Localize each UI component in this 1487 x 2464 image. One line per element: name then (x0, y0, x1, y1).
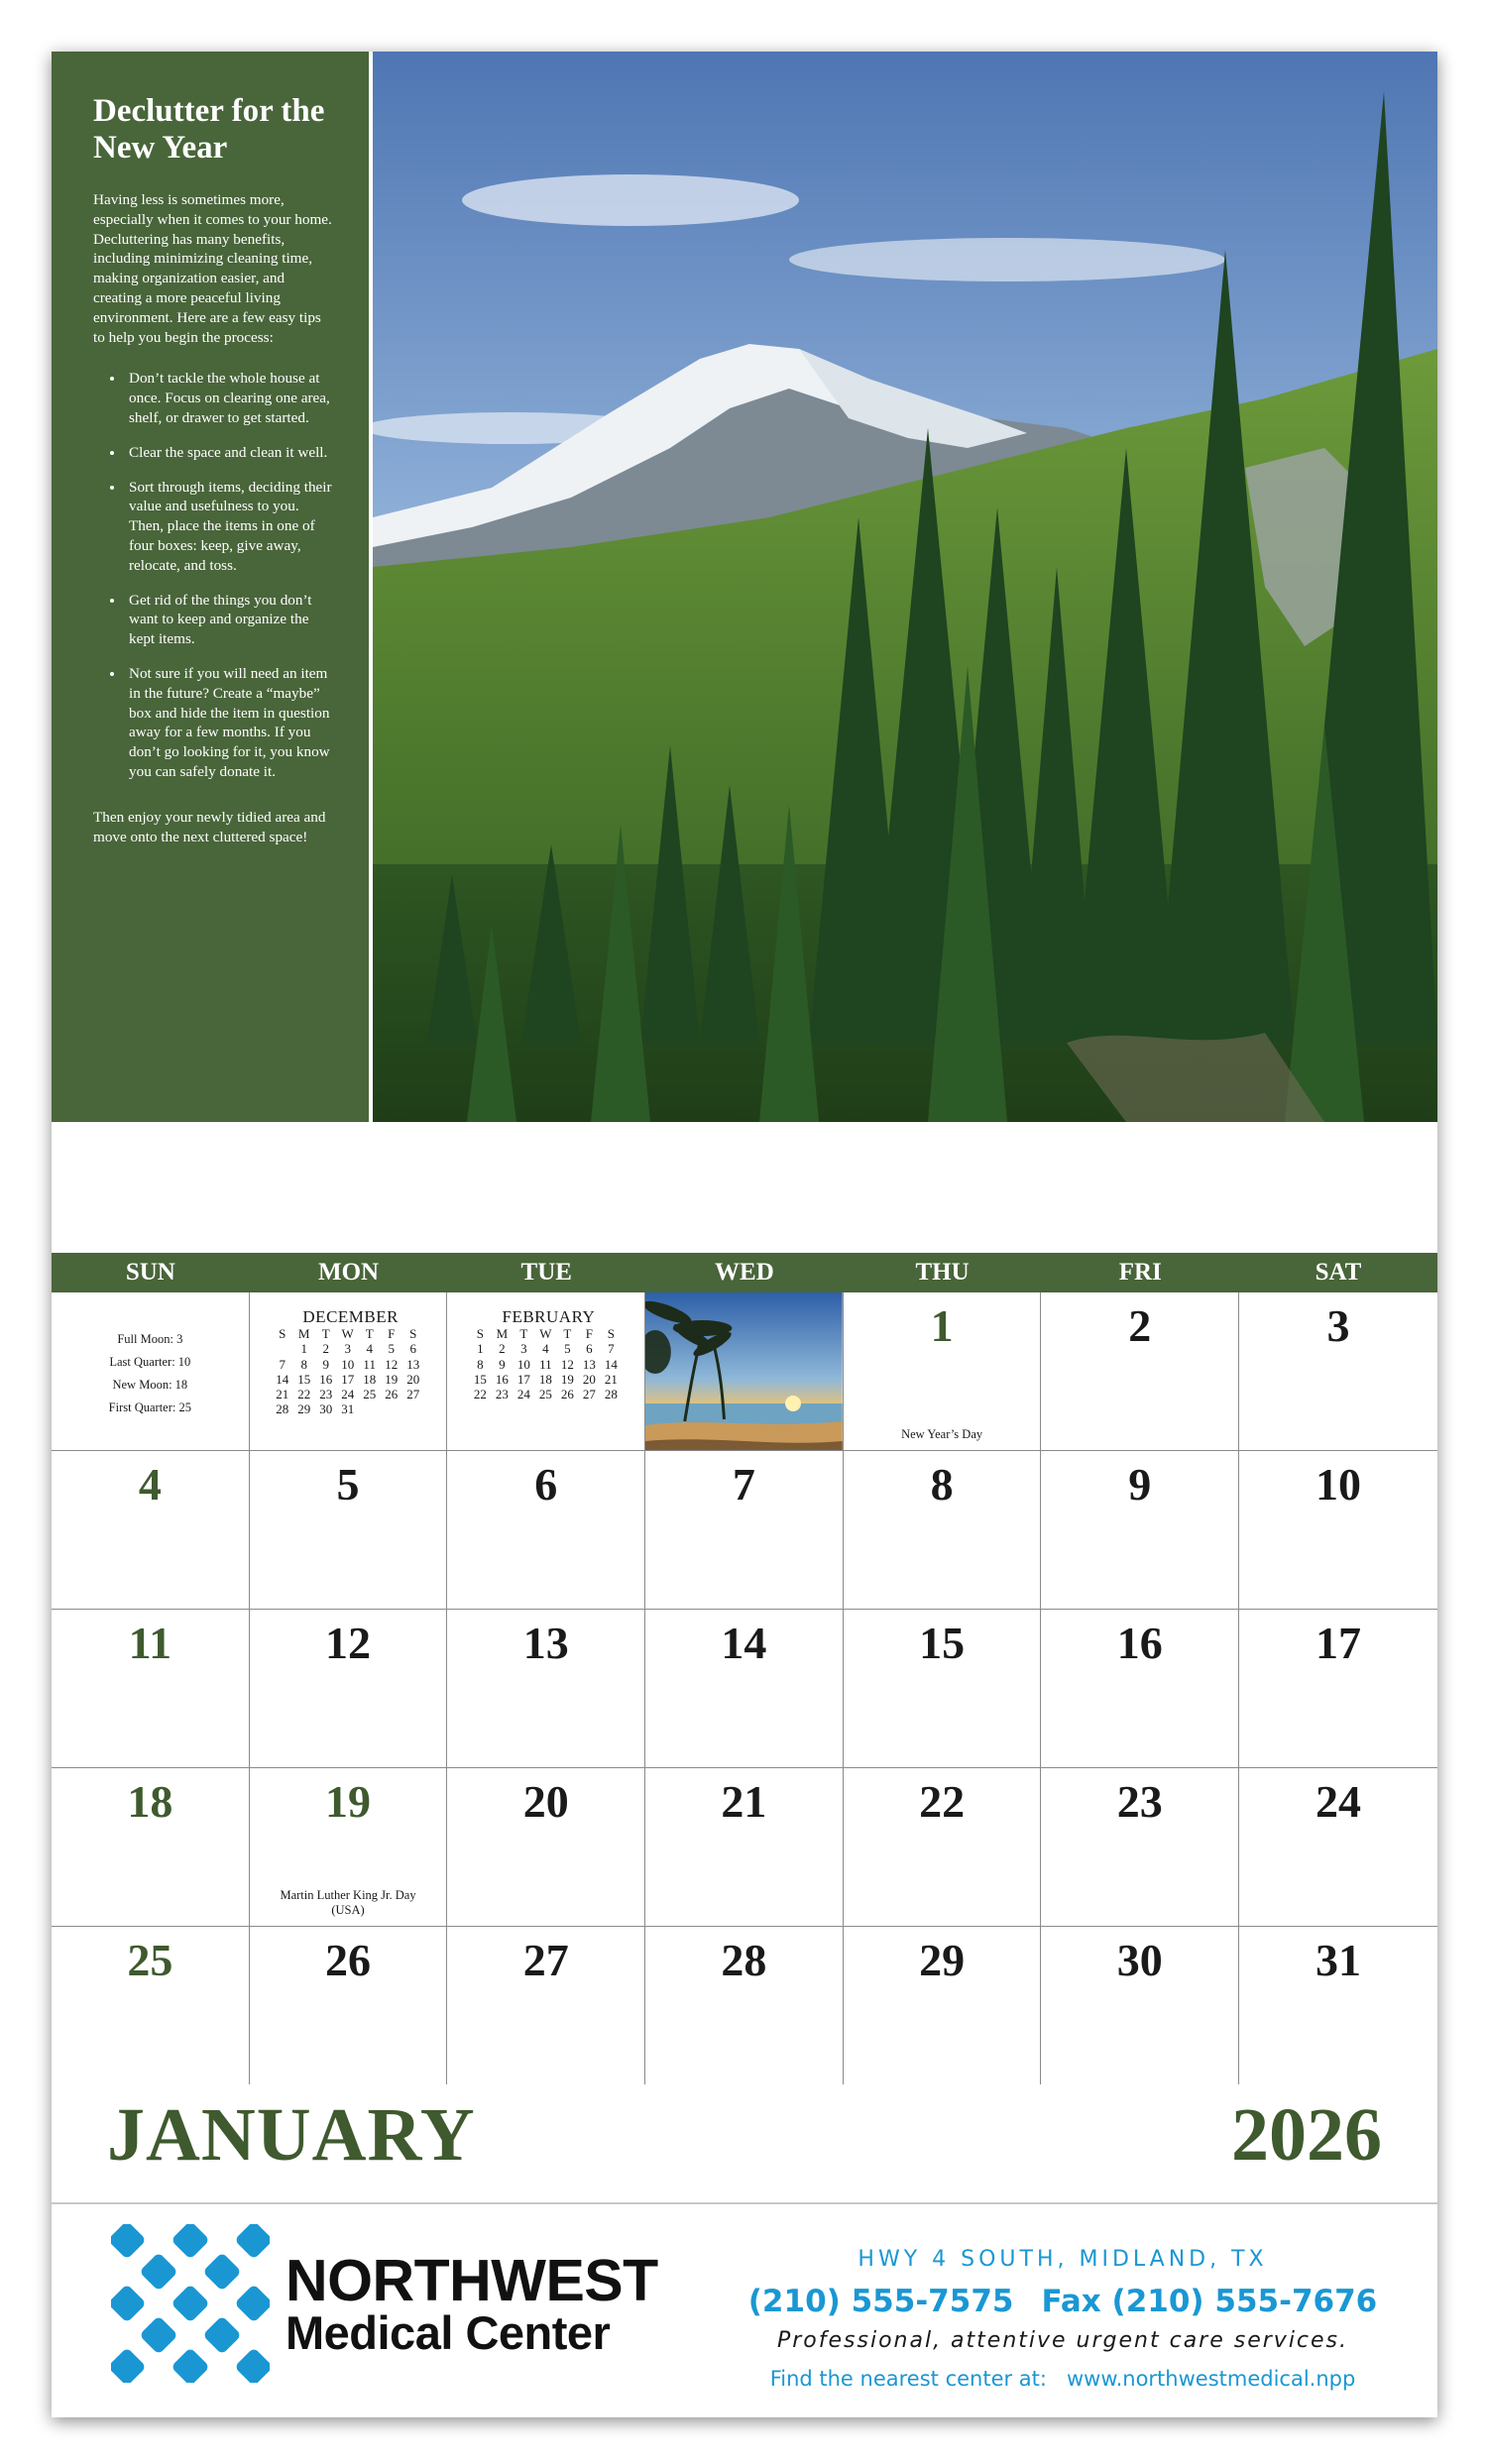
footer-divider (52, 2202, 1437, 2204)
mini-weekday-letter: F (388, 1326, 396, 1341)
day-cell[interactable] (250, 1927, 448, 2084)
mini-weekday-letter: M (496, 1326, 509, 1341)
mini-day: 28 (604, 1387, 618, 1402)
day-cell[interactable] (1239, 1768, 1437, 1926)
day-number: 30 (1116, 1935, 1163, 1985)
tip-item: • Get rid of the things you don’t want to keep and organize the kept items. (125, 591, 333, 649)
mini-day: 30 (319, 1401, 333, 1417)
day-cell[interactable] (447, 1768, 645, 1926)
day-number: 17 (1315, 1618, 1361, 1668)
mini-calendar-grid (272, 1326, 430, 1417)
day-cell[interactable] (250, 1451, 448, 1609)
phone-number: (210) 555-7575 (747, 2284, 1014, 2319)
mini-day: 31 (341, 1401, 355, 1417)
mini-day: 14 (604, 1356, 618, 1372)
mini-day: 13 (582, 1356, 596, 1372)
month-name: JANUARY (107, 2093, 476, 2177)
mini-day: 21 (604, 1371, 618, 1387)
mini-day (402, 1401, 424, 1416)
day-cell[interactable] (250, 1610, 448, 1767)
day-number: 19 (325, 1776, 372, 1827)
day-cell[interactable] (645, 1610, 844, 1767)
mini-day: 12 (560, 1356, 574, 1372)
mini-day: 2 (322, 1341, 329, 1357)
mini-day: 4 (542, 1341, 549, 1357)
mini-day: 15 (297, 1371, 311, 1387)
day-number: 18 (127, 1776, 173, 1827)
week-row (52, 1768, 1437, 1927)
day-number: 2 (1128, 1300, 1152, 1351)
day-number: 28 (721, 1935, 767, 1985)
mini-day: 11 (539, 1356, 552, 1372)
mini-day: 7 (608, 1341, 615, 1357)
weekday-label: SUN (125, 1259, 175, 1286)
mini-weekday-letter: W (341, 1326, 354, 1341)
fax-number: Fax (210) 555-7676 (1041, 2284, 1378, 2319)
moon-phase: First Quarter: 25 (108, 1400, 191, 1414)
day-cell[interactable] (250, 1768, 448, 1926)
mini-weekday-letter: S (476, 1326, 484, 1341)
tips-list (93, 369, 333, 781)
mini-weekday-letter: S (279, 1326, 286, 1341)
calendar-page (52, 52, 1437, 2417)
article-sidebar (52, 52, 369, 1122)
day-number: 11 (128, 1618, 172, 1668)
tip-item: • Don’t tackle the whole house at once. Focus on clearing one area, shelf, or drawer to get started. (125, 369, 333, 427)
day-number: 16 (1116, 1618, 1163, 1668)
mini-day: 18 (363, 1371, 377, 1387)
day-cell[interactable] (844, 1927, 1042, 2084)
day-number: 5 (336, 1459, 360, 1510)
day-number: 7 (732, 1459, 755, 1510)
mini-day: 12 (385, 1356, 399, 1372)
mini-day: 8 (477, 1356, 484, 1372)
week-row (52, 1451, 1437, 1610)
mini-day: 3 (520, 1341, 527, 1357)
mini-day: 5 (388, 1341, 395, 1357)
mini-calendar-february (469, 1308, 628, 1401)
mini-day: 8 (300, 1356, 307, 1372)
day-cell[interactable] (844, 1451, 1042, 1609)
day-number: 27 (522, 1935, 569, 1985)
day-cell[interactable] (447, 1610, 645, 1767)
weekday-label: FRI (1118, 1259, 1162, 1286)
mini-day: 10 (516, 1356, 530, 1372)
moon-phase: Full Moon: 3 (117, 1332, 183, 1346)
day-number: 9 (1128, 1459, 1152, 1510)
mini-weekday-letter: T (365, 1326, 374, 1341)
day-cell[interactable] (1239, 1451, 1437, 1609)
mini-day: 26 (560, 1387, 574, 1402)
mini-weekday-letter: W (539, 1326, 552, 1341)
mini-day: 4 (366, 1341, 373, 1357)
holiday-label: New Year’s Day (901, 1427, 983, 1441)
weekday-label: THU (915, 1259, 970, 1286)
mini-day: 9 (499, 1356, 506, 1372)
day-number: 23 (1116, 1776, 1163, 1827)
weekday-label: SAT (1315, 1259, 1362, 1286)
mini-day: 23 (319, 1387, 333, 1402)
day-cell[interactable] (52, 1610, 250, 1767)
day-number: 31 (1315, 1935, 1361, 1985)
mini-day: 6 (409, 1341, 416, 1357)
day-number: 13 (522, 1618, 569, 1668)
article-title: Declutter for the New Year (93, 93, 325, 166)
mini-calendar-title: DECEMBER (302, 1307, 399, 1326)
day-cell[interactable] (52, 1927, 250, 2084)
day-cell[interactable] (844, 1768, 1042, 1926)
day-cell[interactable] (645, 1451, 844, 1609)
mini-day: 20 (582, 1371, 596, 1387)
blue-diamond-x-logo-icon (111, 2224, 270, 2383)
moon-phase: Last Quarter: 10 (109, 1355, 191, 1369)
mini-day: 6 (586, 1341, 593, 1357)
day-cell[interactable] (1041, 1451, 1239, 1609)
mini-calendar-grid (469, 1326, 628, 1401)
day-cell[interactable] (645, 1768, 844, 1926)
mini-day: 9 (322, 1356, 329, 1372)
day-number: 6 (534, 1459, 558, 1510)
mini-calendar-title: FEBRUARY (502, 1307, 596, 1326)
mini-day (359, 1401, 381, 1416)
website-line (736, 2365, 1390, 2393)
day-number: 10 (1315, 1459, 1361, 1510)
week-row (52, 1292, 1437, 1451)
mini-day: 25 (538, 1387, 552, 1402)
mini-day: 17 (516, 1371, 530, 1387)
year-label: 2026 (1231, 2093, 1382, 2177)
day-cell[interactable] (52, 1451, 250, 1609)
day-number: 3 (1326, 1300, 1350, 1351)
day-number: 15 (919, 1618, 966, 1668)
day-number: 12 (325, 1618, 372, 1668)
mini-calendar-next-cell (447, 1292, 645, 1450)
article-intro: Having less is sometimes more, especially when it comes to your home. Decluttering has many benefits, including minimizing cleaning time, making organization easier, and creating a more peaceful living environment. Here are a few easy tips to help you begin the process: (93, 191, 332, 346)
day-number: 14 (721, 1618, 767, 1668)
day-cell[interactable] (1239, 1610, 1437, 1767)
day-cell[interactable] (1239, 1292, 1437, 1450)
article-outro: Then enjoy your newly tidied area and move onto the next cluttered space! (93, 808, 326, 845)
day-cell[interactable] (844, 1292, 1042, 1450)
day-cell[interactable] (447, 1451, 645, 1609)
day-cell[interactable] (844, 1610, 1042, 1767)
mini-day: 14 (276, 1371, 289, 1387)
mini-day: 15 (473, 1371, 487, 1387)
brand-name-line2: Medical Center (286, 2306, 611, 2359)
mini-day: 1 (300, 1341, 307, 1357)
mini-day: 3 (344, 1341, 351, 1357)
calendar-grid (52, 1253, 1437, 2084)
day-number: 26 (325, 1935, 372, 1985)
tip-item: • Not sure if you will need an item in the future? Create a “maybe” box and hide the item in question away for a few months. If you don’t go looking for it, you know you can safely donate it. (125, 664, 333, 782)
mini-day: 24 (341, 1387, 355, 1402)
mini-day: 20 (406, 1371, 420, 1387)
day-number: 24 (1315, 1776, 1361, 1827)
mini-day: 2 (499, 1341, 506, 1357)
mini-day: 24 (516, 1387, 530, 1402)
mini-weekday-letter: S (409, 1326, 417, 1341)
day-number: 22 (919, 1776, 966, 1827)
mini-day: 19 (385, 1371, 399, 1387)
moon-phase-cell (52, 1292, 250, 1450)
mini-calendar-december (272, 1308, 430, 1417)
mini-day: 22 (473, 1387, 487, 1402)
day-number: 1 (930, 1300, 954, 1351)
mini-day (381, 1401, 402, 1416)
mini-weekday-letter: F (585, 1326, 593, 1341)
day-cell[interactable] (1041, 1927, 1239, 2084)
mini-day (272, 1341, 293, 1356)
mini-weekday-letter: T (519, 1326, 528, 1341)
day-cell[interactable] (645, 1927, 844, 2084)
mini-day: 27 (582, 1387, 596, 1402)
day-cell[interactable] (1041, 1768, 1239, 1926)
day-cell[interactable] (1041, 1610, 1239, 1767)
week-row (52, 1927, 1437, 2084)
mini-day: 22 (297, 1387, 311, 1402)
weekday-label: MON (317, 1259, 380, 1286)
mini-weekday-letter: S (607, 1326, 615, 1341)
mini-day: 18 (538, 1371, 552, 1387)
day-number: 25 (127, 1935, 173, 1985)
mini-day: 16 (495, 1371, 509, 1387)
mini-day: 27 (406, 1387, 420, 1402)
mini-weekday-letter: T (321, 1326, 330, 1341)
weekday-label: TUE (520, 1259, 572, 1286)
mini-day: 23 (495, 1387, 509, 1402)
day-number: 21 (721, 1776, 767, 1827)
mini-day: 25 (363, 1387, 377, 1402)
mini-weekday-letter: M (297, 1326, 310, 1341)
mini-day: 26 (385, 1387, 399, 1402)
day-cell[interactable] (1239, 1927, 1437, 2084)
mini-day: 16 (319, 1371, 333, 1387)
mini-day: 28 (276, 1401, 289, 1417)
mini-day: 21 (276, 1387, 289, 1402)
day-cell[interactable] (447, 1927, 645, 2084)
website-link[interactable]: www.northwestmedical.npp (1066, 2367, 1356, 2391)
brand-name-line1: NORTHWEST (286, 2248, 658, 2313)
mini-day: 10 (341, 1356, 355, 1372)
beach-sunset-photo (645, 1292, 843, 1450)
mini-day: 7 (279, 1356, 286, 1372)
mini-day: 11 (363, 1356, 376, 1372)
address-text: HWY 4 SOUTH, MIDLAND, TX (858, 2247, 1268, 2272)
day-cell[interactable] (1041, 1292, 1239, 1450)
moon-phase: New Moon: 18 (112, 1378, 188, 1392)
mini-day: 5 (564, 1341, 571, 1357)
find-label: Find the nearest center at: (769, 2367, 1047, 2391)
mini-day: 1 (477, 1341, 484, 1357)
weekday-header (52, 1253, 1437, 1292)
mini-day: 17 (341, 1371, 355, 1387)
weekday-label: WED (715, 1259, 774, 1286)
day-number: 4 (138, 1459, 162, 1510)
tip-item: • Sort through items, deciding their value and usefulness to you. Then, place the items in one of four boxes: keep, give away, relocate, and toss. (125, 478, 333, 576)
mini-day: 19 (560, 1371, 574, 1387)
mini-calendar-prev-cell (250, 1292, 448, 1450)
day-number: 29 (919, 1935, 966, 1985)
beach-photo-cell (645, 1292, 844, 1450)
phone-line (736, 2283, 1390, 2320)
mountain-forest-photo (373, 52, 1437, 1122)
mini-weekday-letter: T (563, 1326, 572, 1341)
mini-day: 29 (297, 1401, 311, 1417)
week-row (52, 1610, 1437, 1768)
holiday-label: Martin Luther King Jr. Day (USA) (280, 1888, 416, 1917)
tip-item: • Clear the space and clean it well. (125, 443, 333, 463)
tagline-text: Professional, attentive urgent care services. (776, 2328, 1349, 2353)
day-number: 20 (522, 1776, 569, 1827)
mini-day: 13 (406, 1356, 420, 1372)
day-cell[interactable] (52, 1768, 250, 1926)
day-number: 8 (930, 1459, 954, 1510)
